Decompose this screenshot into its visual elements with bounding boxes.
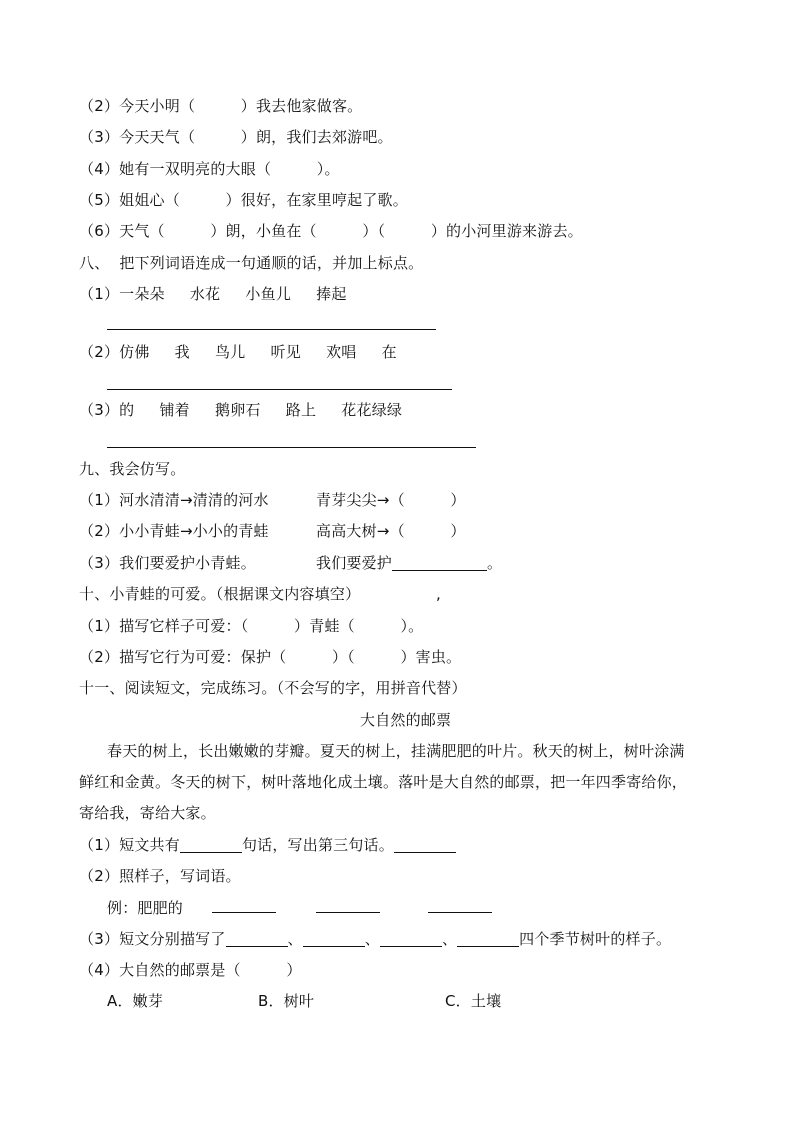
option-a[interactable]: A．嫩芽 [107, 992, 164, 1010]
answer-blank-11-3b[interactable] [303, 932, 365, 947]
question-7-3: （3）今天天气（ ）朗，我们去郊游吧。 [79, 128, 393, 146]
question-9-3-suffix: 。 [487, 554, 503, 572]
question-11-3-prefix: （3）短文分别描写了 [79, 930, 226, 948]
question-9-1-example: （1）河水清清→清清的河水 [79, 491, 269, 509]
question-7-5: （5）姐姐心（ ）很好，在家里哼起了歌。 [79, 191, 408, 209]
question-11-1 [79, 835, 456, 855]
question-11-1-prefix: （1）短文共有 [79, 836, 180, 854]
question-7-2: （2）今天小明（ ）我去他家做客。 [79, 97, 363, 115]
question-11-1-middle: 句话，写出第三句话。 [241, 836, 394, 854]
question-9-3-example: （3）我们要爱护小青蛙。 [79, 554, 256, 572]
passage-title: 大自然的邮票 [360, 711, 452, 729]
stray-comma: , [436, 585, 441, 603]
answer-blank-11-2b[interactable] [316, 912, 380, 913]
question-10-1: （1）描写它样子可爱：（ ）青蛙（ ）。 [79, 617, 424, 635]
answer-line-8-2[interactable] [107, 389, 452, 390]
section-10-heading: 十、小青蛙的可爱。（根据课文内容填空） [79, 585, 361, 603]
option-b[interactable]: B．树叶 [258, 992, 315, 1010]
answer-blank-11-3a[interactable] [226, 932, 288, 947]
question-9-2-task: 高高大树→（ ） [316, 522, 466, 540]
separator: 、 [441, 930, 458, 948]
answer-blank-9-3[interactable] [392, 556, 487, 571]
question-7-6: （6）天气（ ）朗，小鱼在（ ）（ ）的小河里游来游去。 [79, 222, 583, 240]
section-11-heading: 十一、阅读短文，完成练习。（不会写的字，用拼音代替） [79, 679, 467, 697]
question-9-3-prefix: 我们要爱护 [316, 554, 393, 572]
answer-line-8-1[interactable] [107, 329, 436, 330]
answer-line-8-3[interactable] [107, 447, 476, 448]
question-9-1-task: 青芽尖尖→（ ） [316, 491, 466, 509]
answer-blank-11-1a[interactable] [180, 838, 242, 853]
question-9-3-task [316, 553, 502, 573]
question-7-4: （4）她有一双明亮的大眼（ ）。 [79, 160, 340, 178]
passage-line-2: 鲜红和金黄。冬天的树下，树叶落地化成土壤。落叶是大自然的邮票，把一年四季寄给你， [79, 773, 688, 791]
question-11-2-example: 例：肥肥的 [107, 899, 184, 917]
answer-blank-11-1b[interactable] [394, 838, 456, 853]
question-8-3: （3）的 铺着 鹅卵石 路上 花花绿绿 [79, 401, 403, 419]
question-11-2: （2）照样子，写词语。 [79, 867, 241, 885]
separator: 、 [364, 930, 380, 948]
answer-blank-11-2c[interactable] [428, 912, 492, 913]
section-9-heading: 九、我会仿写。 [79, 460, 186, 478]
question-11-3 [79, 929, 671, 949]
option-c[interactable]: C．土壤 [445, 992, 502, 1010]
passage-line-1: 春天的树上，长出嫩嫩的芽瓣。夏天的树上，挂满肥肥的叶片。秋天的树上，树叶涂满 [107, 742, 685, 760]
answer-blank-11-2a[interactable] [212, 912, 276, 913]
question-10-2: （2）描写它行为可爱：保护（ ）（ ）害虫。 [79, 648, 462, 666]
question-8-2: （2）仿佛 我 鸟儿 听见 欢唱 在 [79, 343, 397, 361]
answer-blank-11-3d[interactable] [457, 932, 519, 947]
separator: 、 [287, 930, 303, 948]
passage-line-3: 寄给我，寄给大家。 [79, 804, 216, 822]
answer-blank-11-3c[interactable] [380, 932, 442, 947]
question-9-2-example: （2）小小青蛙→小小的青蛙 [79, 522, 269, 540]
question-11-3-suffix: 四个季节树叶的样子。 [519, 930, 672, 948]
section-8-heading: 八、 把下列词语连成一句通顺的话，并加上标点。 [79, 254, 424, 272]
question-11-4: （4）大自然的邮票是（ ） [79, 961, 302, 979]
question-8-1: （1）一朵朵 水花 小鱼儿 捧起 [79, 285, 347, 303]
